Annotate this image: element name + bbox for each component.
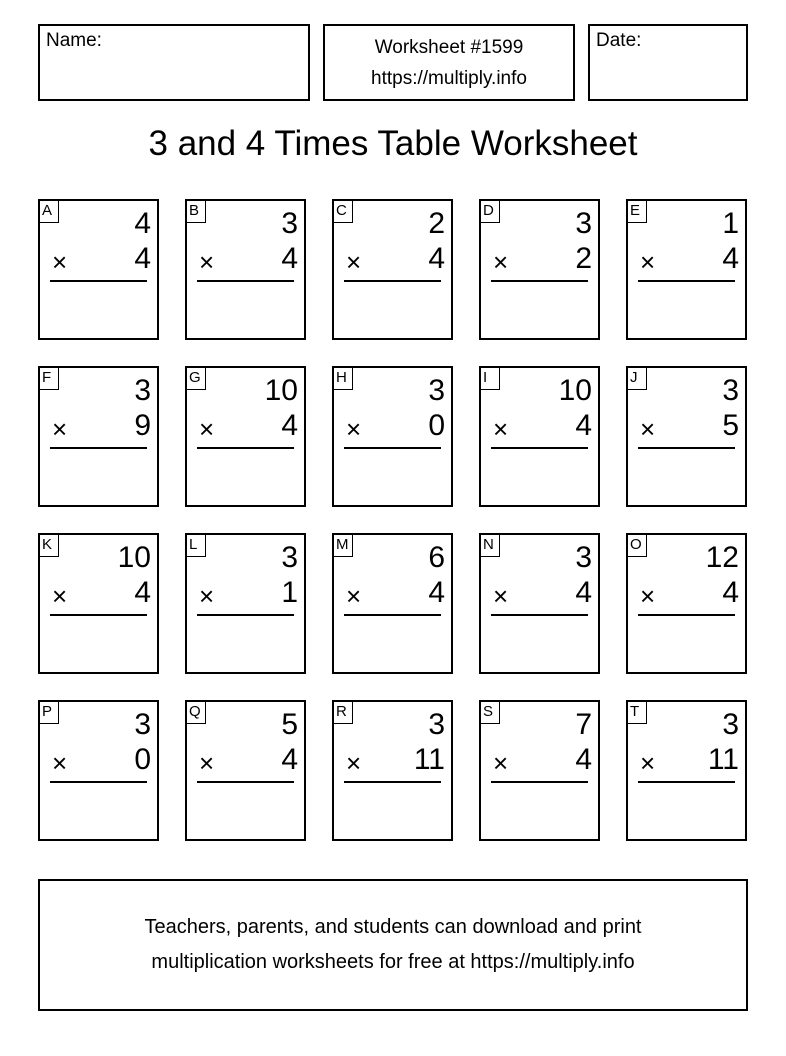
page-title: 3 and 4 Times Table Worksheet <box>148 124 638 163</box>
problem-letter: Q <box>187 702 206 724</box>
answer-line <box>197 280 294 282</box>
problem-multiplier: 4 <box>281 242 298 275</box>
multiply-sign: × <box>346 247 362 277</box>
problem-multiplicand: 3 <box>428 708 445 741</box>
answer-line <box>197 614 294 616</box>
problem-letter: E <box>628 201 647 223</box>
problem-letter: I <box>481 368 500 390</box>
problem-letter: K <box>40 535 59 557</box>
problem-multiplicand: 12 <box>705 541 739 574</box>
problem-letter: O <box>628 535 647 557</box>
problem-multiplier: 4 <box>134 242 151 275</box>
problem-multiplicand: 5 <box>281 708 298 741</box>
answer-line <box>491 614 588 616</box>
problem-multiplier: 4 <box>428 576 445 609</box>
worksheet-info-box <box>323 24 575 101</box>
problem-letter: D <box>481 201 500 223</box>
problem-card <box>38 533 159 674</box>
problem-card <box>479 199 600 340</box>
problem-letter: R <box>334 702 353 724</box>
multiply-sign: × <box>493 581 509 611</box>
multiply-sign: × <box>199 247 215 277</box>
multiply-sign: × <box>346 581 362 611</box>
problem-multiplicand: 3 <box>281 207 298 240</box>
multiply-sign: × <box>52 414 68 444</box>
problem-card <box>332 700 453 841</box>
answer-line <box>197 447 294 449</box>
answer-line <box>344 614 441 616</box>
multiply-sign: × <box>52 581 68 611</box>
multiply-sign: × <box>52 748 68 778</box>
answer-line <box>638 280 735 282</box>
problem-card <box>626 199 747 340</box>
worksheet-url: https://multiply.info <box>371 67 527 89</box>
problem-card <box>479 700 600 841</box>
problem-card <box>38 199 159 340</box>
problem-multiplier: 9 <box>134 409 151 442</box>
answer-line <box>638 614 735 616</box>
multiply-sign: × <box>199 581 215 611</box>
problem-multiplicand: 10 <box>117 541 151 574</box>
answer-line <box>638 781 735 783</box>
problem-card <box>479 366 600 507</box>
problem-multiplicand: 7 <box>575 708 592 741</box>
problem-card <box>185 199 306 340</box>
problem-multiplier: 2 <box>575 242 592 275</box>
multiply-sign: × <box>493 748 509 778</box>
problem-letter: M <box>334 535 353 557</box>
problem-multiplicand: 3 <box>575 207 592 240</box>
problem-multiplier: 4 <box>722 576 739 609</box>
multiply-sign: × <box>640 748 656 778</box>
problem-multiplicand: 10 <box>558 374 592 407</box>
problem-multiplier: 11 <box>707 743 739 776</box>
problem-card <box>185 366 306 507</box>
problem-multiplicand: 4 <box>134 207 151 240</box>
problem-card <box>626 533 747 674</box>
problem-multiplier: 4 <box>722 242 739 275</box>
problem-multiplier: 5 <box>722 409 739 442</box>
problem-card <box>626 700 747 841</box>
problem-letter: S <box>481 702 500 724</box>
problem-multiplier: 4 <box>575 409 592 442</box>
multiply-sign: × <box>199 748 215 778</box>
answer-line <box>491 280 588 282</box>
problem-letter: A <box>40 201 59 223</box>
problem-multiplier: 11 <box>413 743 445 776</box>
problem-multiplier: 4 <box>281 743 298 776</box>
problem-multiplicand: 1 <box>722 207 739 240</box>
problem-multiplier: 4 <box>281 409 298 442</box>
name-label: Name: <box>46 30 102 51</box>
problem-card <box>332 533 453 674</box>
problem-multiplicand: 10 <box>264 374 298 407</box>
footer-box <box>38 879 748 1011</box>
multiply-sign: × <box>346 748 362 778</box>
problem-letter: C <box>334 201 353 223</box>
multiply-sign: × <box>493 414 509 444</box>
problem-multiplicand: 3 <box>722 708 739 741</box>
worksheet-number: Worksheet #1599 <box>374 36 524 58</box>
problem-letter: J <box>628 368 647 390</box>
name-field[interactable] <box>38 24 310 101</box>
problem-multiplicand: 3 <box>134 708 151 741</box>
answer-line <box>50 280 147 282</box>
multiply-sign: × <box>346 414 362 444</box>
problem-multiplier: 4 <box>575 576 592 609</box>
answer-line <box>344 280 441 282</box>
problem-letter: H <box>334 368 353 390</box>
problem-letter: G <box>187 368 206 390</box>
problem-multiplicand: 3 <box>575 541 592 574</box>
problem-multiplier: 0 <box>134 743 151 776</box>
problem-multiplier: 4 <box>428 242 445 275</box>
problem-letter: F <box>40 368 59 390</box>
multiply-sign: × <box>640 414 656 444</box>
answer-line <box>50 614 147 616</box>
problem-card <box>38 700 159 841</box>
answer-line <box>50 447 147 449</box>
problem-card <box>185 533 306 674</box>
multiply-sign: × <box>640 581 656 611</box>
answer-line <box>197 781 294 783</box>
problem-multiplier: 1 <box>281 576 298 609</box>
problem-card <box>332 199 453 340</box>
answer-line <box>491 781 588 783</box>
multiply-sign: × <box>52 247 68 277</box>
multiply-sign: × <box>199 414 215 444</box>
date-label: Date: <box>596 30 642 51</box>
footer-line-2: multiplication worksheets for free at https://multiply.info <box>151 951 635 973</box>
answer-line <box>638 447 735 449</box>
problem-multiplicand: 3 <box>428 374 445 407</box>
answer-line <box>344 781 441 783</box>
date-field[interactable] <box>588 24 748 101</box>
footer-line-1: Teachers, parents, and students can download and print <box>144 916 642 938</box>
problem-letter: P <box>40 702 59 724</box>
problem-card <box>38 366 159 507</box>
problem-card <box>332 366 453 507</box>
problem-multiplicand: 3 <box>722 374 739 407</box>
problem-multiplicand: 3 <box>134 374 151 407</box>
problem-multiplicand: 6 <box>428 541 445 574</box>
problem-letter: L <box>187 535 206 557</box>
answer-line <box>50 781 147 783</box>
problem-multiplier: 4 <box>134 576 151 609</box>
problem-letter: B <box>187 201 206 223</box>
problem-card <box>479 533 600 674</box>
multiply-sign: × <box>493 247 509 277</box>
problem-multiplier: 0 <box>428 409 445 442</box>
problem-multiplicand: 2 <box>428 207 445 240</box>
answer-line <box>344 447 441 449</box>
problem-letter: T <box>628 702 647 724</box>
problem-card <box>626 366 747 507</box>
problem-multiplicand: 3 <box>281 541 298 574</box>
answer-line <box>491 447 588 449</box>
multiply-sign: × <box>640 247 656 277</box>
problem-letter: N <box>481 535 500 557</box>
problem-multiplier: 4 <box>575 743 592 776</box>
problem-card <box>185 700 306 841</box>
